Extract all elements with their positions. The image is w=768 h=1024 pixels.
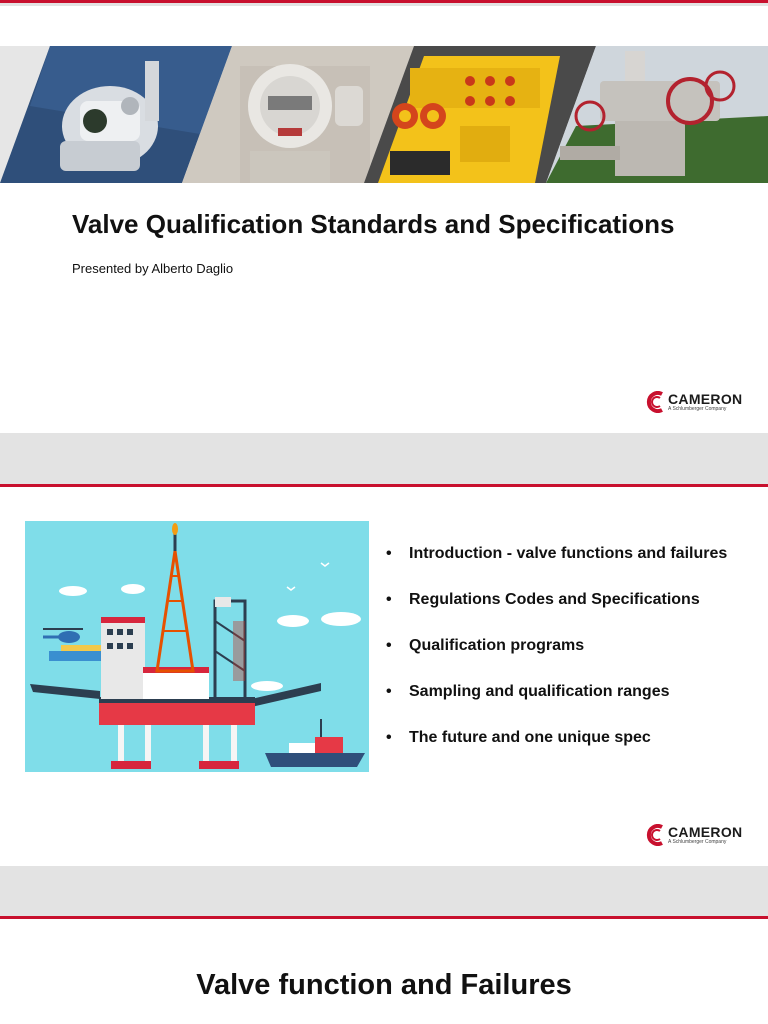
logo-tagline: A Schlumberger Company: [668, 839, 727, 845]
list-item: • Qualification programs: [386, 637, 585, 654]
helicopter-icon: [43, 629, 83, 643]
supply-boat-icon: [265, 719, 365, 767]
slide-top-border: [0, 0, 768, 3]
list-item: • The future and one unique spec: [386, 729, 651, 746]
cameron-c-logo-icon: [646, 824, 666, 846]
cameron-logo: [646, 391, 742, 413]
cameron-logo: [646, 824, 742, 846]
logo-name: CAMERON: [668, 391, 743, 407]
slide-3: [0, 919, 768, 1024]
logo-tagline: A Schlumberger Company: [668, 406, 727, 412]
bullet-icon: •: [386, 683, 392, 700]
bullet-icon: •: [386, 591, 392, 608]
bullet-icon: •: [386, 637, 392, 654]
agenda-list: [386, 545, 727, 775]
slide-1: [0, 6, 768, 433]
slide-2: [0, 487, 768, 866]
cameron-c-logo-icon: [646, 391, 666, 413]
offshore-jackup-rig-illustration: [25, 521, 369, 772]
slide-title: Valve function and Failures: [196, 969, 572, 1001]
slide-title: Valve Qualification Standards and Specifications: [72, 209, 675, 239]
list-item: • Introduction - valve functions and failures: [386, 545, 728, 562]
logo-name: CAMERON: [668, 824, 743, 840]
list-item: • Regulations Codes and Specifications: [386, 591, 700, 608]
bullet-icon: •: [386, 729, 392, 746]
banner-photo-strip: [0, 46, 768, 183]
bullet-icon: •: [386, 545, 392, 562]
list-item: • Sampling and qualification ranges: [386, 683, 670, 700]
presenter-text: Presented by Alberto Daglio: [72, 261, 234, 276]
